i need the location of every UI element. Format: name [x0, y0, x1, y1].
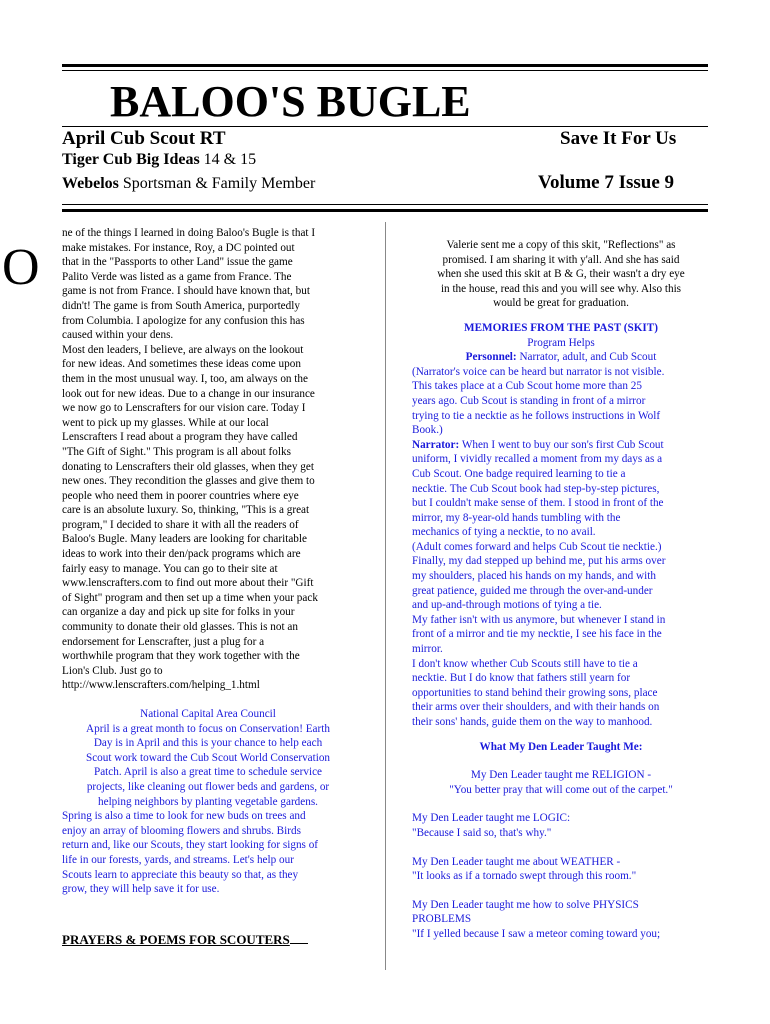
tiger-text: 14 & 15 — [199, 151, 257, 168]
theme-line: April Cub Scout RT — [62, 128, 226, 149]
text-line: mirror, my 8-year-old hands tumbling with the — [412, 511, 621, 524]
text-line: donating to Lenscrafters their old glasses, when they get — [62, 460, 314, 473]
text-line: ne of the things I learned in doing Baloo's Bugle is that I — [62, 227, 316, 239]
prayers-heading — [62, 932, 308, 948]
text-line: life in our forests, yards, and streams. Let's help our — [62, 853, 294, 866]
council-name: National Capital Area Council — [140, 708, 276, 720]
text-line: fairly easy to manage. You can go to their site at — [62, 562, 278, 575]
masthead-rule-bottom-thin — [62, 204, 708, 205]
newsletter-title: BALOO'S BUGLE — [110, 77, 471, 126]
text-line: Scouts learn to appreciate this beauty so that, as they — [62, 868, 299, 881]
spring-paragraph — [62, 809, 354, 897]
text-line: worthwhile program that they work together with the — [62, 650, 300, 663]
left-column — [62, 226, 354, 897]
text-line: in the house, read this and you will see why. Also this — [440, 282, 682, 295]
text-line: www.lenscrafters.com to find out more about their "Gift — [62, 577, 314, 590]
text-line: Finally, my dad stepped up behind me, put his arms over — [412, 555, 666, 568]
text-line: return and, like our Scouts, they start looking for signs of — [62, 839, 319, 852]
physics-line: My Den Leader taught me how to solve PHYSICS — [412, 898, 639, 911]
text-line: Patch. April is also a great time to schedule service — [93, 766, 323, 779]
text-line: Lion's Club. Just go to — [62, 664, 163, 677]
text-line: I don't know whether Cub Scouts still have to tie a — [412, 657, 638, 670]
text-line: necktie. The Cub Scout book had step-by-step pictures, — [412, 482, 660, 495]
text-line: Most den leaders, I believe, are always on the lookout — [62, 343, 304, 356]
text-line: "The Gift of Sight." This program is all about folks — [62, 445, 291, 458]
text-line: My father isn't with us anymore, but whenever I stand in — [412, 613, 666, 626]
text-line: years ago. Cub Scout is standing in front of a mirror — [412, 394, 646, 407]
text-line: but I couldn't make sense of them. I stood in front of the — [412, 497, 664, 510]
weather-line: My Den Leader taught me about WEATHER - — [412, 855, 621, 868]
text-line: mirror. — [412, 643, 443, 656]
text-line: projects, like cleaning out flower beds and gardens, or — [86, 780, 330, 793]
text-line: new ones. They recondition the glasses and give them to — [62, 475, 315, 488]
text-line: mechanics of tying a necktie, to no avail. — [412, 526, 596, 539]
text-line: caused within your dens. — [62, 329, 174, 342]
webelos-text: Sportsman & Family Member — [118, 175, 316, 192]
text-line: uniform, I vividly recalled a moment from my days as a — [412, 453, 663, 466]
text-line: game is not from France. I should have known that, but — [62, 285, 310, 298]
text-line: and up-and-through motions of tying a tie. — [412, 599, 602, 612]
prayers-heading-text: PRAYERS & POEMS FOR SCOUTERS — [62, 932, 290, 947]
personnel-text: Narrator, adult, and Cub Scout — [516, 351, 657, 364]
personnel-label: Personnel: — [465, 351, 517, 364]
text-line: when she used this skit at B & G, their wasn't a dry eye — [437, 268, 685, 281]
text-line: would be great for graduation. — [493, 297, 629, 310]
text-line: grow, they will help save it for use. — [62, 883, 220, 896]
webelos-line — [62, 175, 315, 193]
text-line: my shoulders, placed his hands on my hands, and with — [412, 570, 656, 583]
intro-paragraph — [62, 226, 354, 343]
den-leader-section — [412, 740, 710, 942]
text-line: promised. I am sharing it with y'all. And she has said — [442, 253, 680, 266]
text-line: Day is in April and this is your chance to help each — [93, 737, 323, 750]
save-it-for-us: Save It For Us — [560, 128, 677, 149]
drop-cap: O — [2, 239, 40, 296]
masthead-rule-mid — [62, 126, 708, 127]
text-line: for new ideas. And sometimes these ideas come upon — [62, 358, 301, 371]
text-line: Book.) — [412, 424, 443, 437]
text-line: (Narrator's voice can be heard but narrator is not visible. — [412, 365, 665, 378]
text-line: front of a mirror and tie my necktie, I see his face in the — [412, 628, 662, 641]
text-line: Cub Scout. One badge required learning to tie a — [412, 467, 626, 480]
text-line: (Adult comes forward and helps Cub Scout tie necktie.) — [412, 540, 662, 553]
skit-title: MEMORIES FROM THE PAST (SKIT) — [464, 321, 658, 334]
text-line: Lenscrafters I read about a program they have called — [62, 431, 298, 444]
text-line: Spring is also a time to look for new buds on trees and — [62, 810, 306, 823]
religion-line: My Den Leader taught me RELIGION - — [470, 769, 652, 782]
text-line: Palito Verde was listed as a game from France. The — [62, 270, 292, 283]
volume-issue: Volume 7 Issue 9 — [538, 172, 675, 193]
narrator-line — [412, 438, 710, 453]
text-line: their sons' hands, guide them on the way to manhood. — [412, 716, 653, 728]
text-line: went to pick up my glasses. While at our local — [62, 416, 269, 429]
skit-section — [412, 321, 710, 730]
text-line: necktie. But I do know that fathers still yearn for — [412, 672, 631, 685]
weather-quote: "It looks as if a tornado swept through this room." — [412, 870, 637, 883]
text-line: opportunities to stand behind their growing sons, place — [412, 686, 658, 699]
council-paragraph — [62, 707, 354, 809]
right-column — [412, 238, 710, 942]
physics-quote: "If I yelled because I saw a meteor coming toward you; — [412, 927, 661, 940]
text-line: Scout work toward the Cub Scout World Conservation — [85, 751, 331, 764]
text-line: endorsement for Lenscrafter, just a plug for a — [62, 635, 265, 648]
webelos-label: Webelos — [62, 175, 119, 192]
text-line: from Columbia. I apologize for any confusion this has — [62, 314, 305, 327]
personnel-line — [412, 350, 710, 365]
masthead-rule-bottom — [62, 209, 708, 212]
religion-quote: "You better pray that will come out of the carpet." — [449, 783, 673, 796]
text-line: community to donate their old glasses. This is not an — [62, 621, 298, 634]
heading-underline-pad — [290, 933, 308, 944]
text-line: This takes place at a Cub Scout home more than 25 — [412, 380, 642, 393]
text-line: great patience, guided me through the over-and-under — [412, 584, 653, 597]
text-line: look out for new ideas. Due to a change in our insurance — [62, 387, 315, 400]
text-line: we now go to Lenscrafters for our vision care. Today I — [62, 402, 306, 415]
masthead-rule-top — [62, 64, 708, 67]
text-line: make mistakes. For instance, Roy, a DC pointed out — [62, 241, 295, 254]
column-divider — [385, 222, 386, 970]
narrator-label: Narrator: — [412, 438, 460, 451]
text-line: that in the "Passports to other Land" issue the game — [62, 256, 293, 269]
physics-line-2: PROBLEMS — [412, 913, 472, 926]
text-line: can organize a day and pick up site for folks in your — [62, 606, 295, 619]
text-line: of Sight" program and then set up a time when your pack — [62, 591, 318, 604]
text-line: Valerie sent me a copy of this skit, "Reflections" as — [446, 239, 676, 251]
text-line: their arms over their shoulders, and with their hands on — [412, 701, 660, 714]
skit-source: Program Helps — [527, 336, 595, 349]
valerie-paragraph — [412, 238, 710, 311]
text-line: helping neighbors by planting vegetable gardens. — [98, 795, 318, 808]
text-line: ideas to work into their den/pack programs which are — [62, 548, 301, 561]
narrator-text: When I went to buy our son's first Cub Scout — [459, 438, 664, 451]
lenscrafters-link[interactable]: http://www.lenscrafters.com/helping_1.html — [62, 679, 260, 692]
logic-quote: "Because I said so, that's why." — [412, 826, 552, 839]
text-line: didn't! The game is from South America, purportedly — [62, 299, 300, 312]
text-line: enjoy an array of blooming flowers and shrubs. Birds — [62, 824, 301, 837]
den-leader-heading: What My Den Leader Taught Me: — [479, 740, 643, 753]
tiger-line — [62, 151, 256, 169]
text-line: care is an absolute luxury. So, thinking, "This is a great — [62, 504, 310, 517]
text-line: them in the most unusual way. I, too, am always on the — [62, 372, 308, 385]
text-line: trying to tie a necktie as he follows instructions in Wolf — [412, 409, 661, 422]
logic-line: My Den Leader taught me LOGIC: — [412, 812, 571, 825]
tiger-label: Tiger Cub Big Ideas — [62, 151, 200, 168]
text-line: Baloo's Bugle. Many leaders are looking for charitable — [62, 533, 307, 546]
text-line: program," I decided to share it with all the readers of — [62, 518, 299, 531]
text-line: people who need them in poorer countries where eye — [62, 489, 299, 502]
text-line: April is a great month to focus on Conservation! Earth — [86, 722, 330, 735]
lenscrafters-paragraph — [62, 343, 354, 693]
masthead-rule-top-thin — [62, 70, 708, 71]
